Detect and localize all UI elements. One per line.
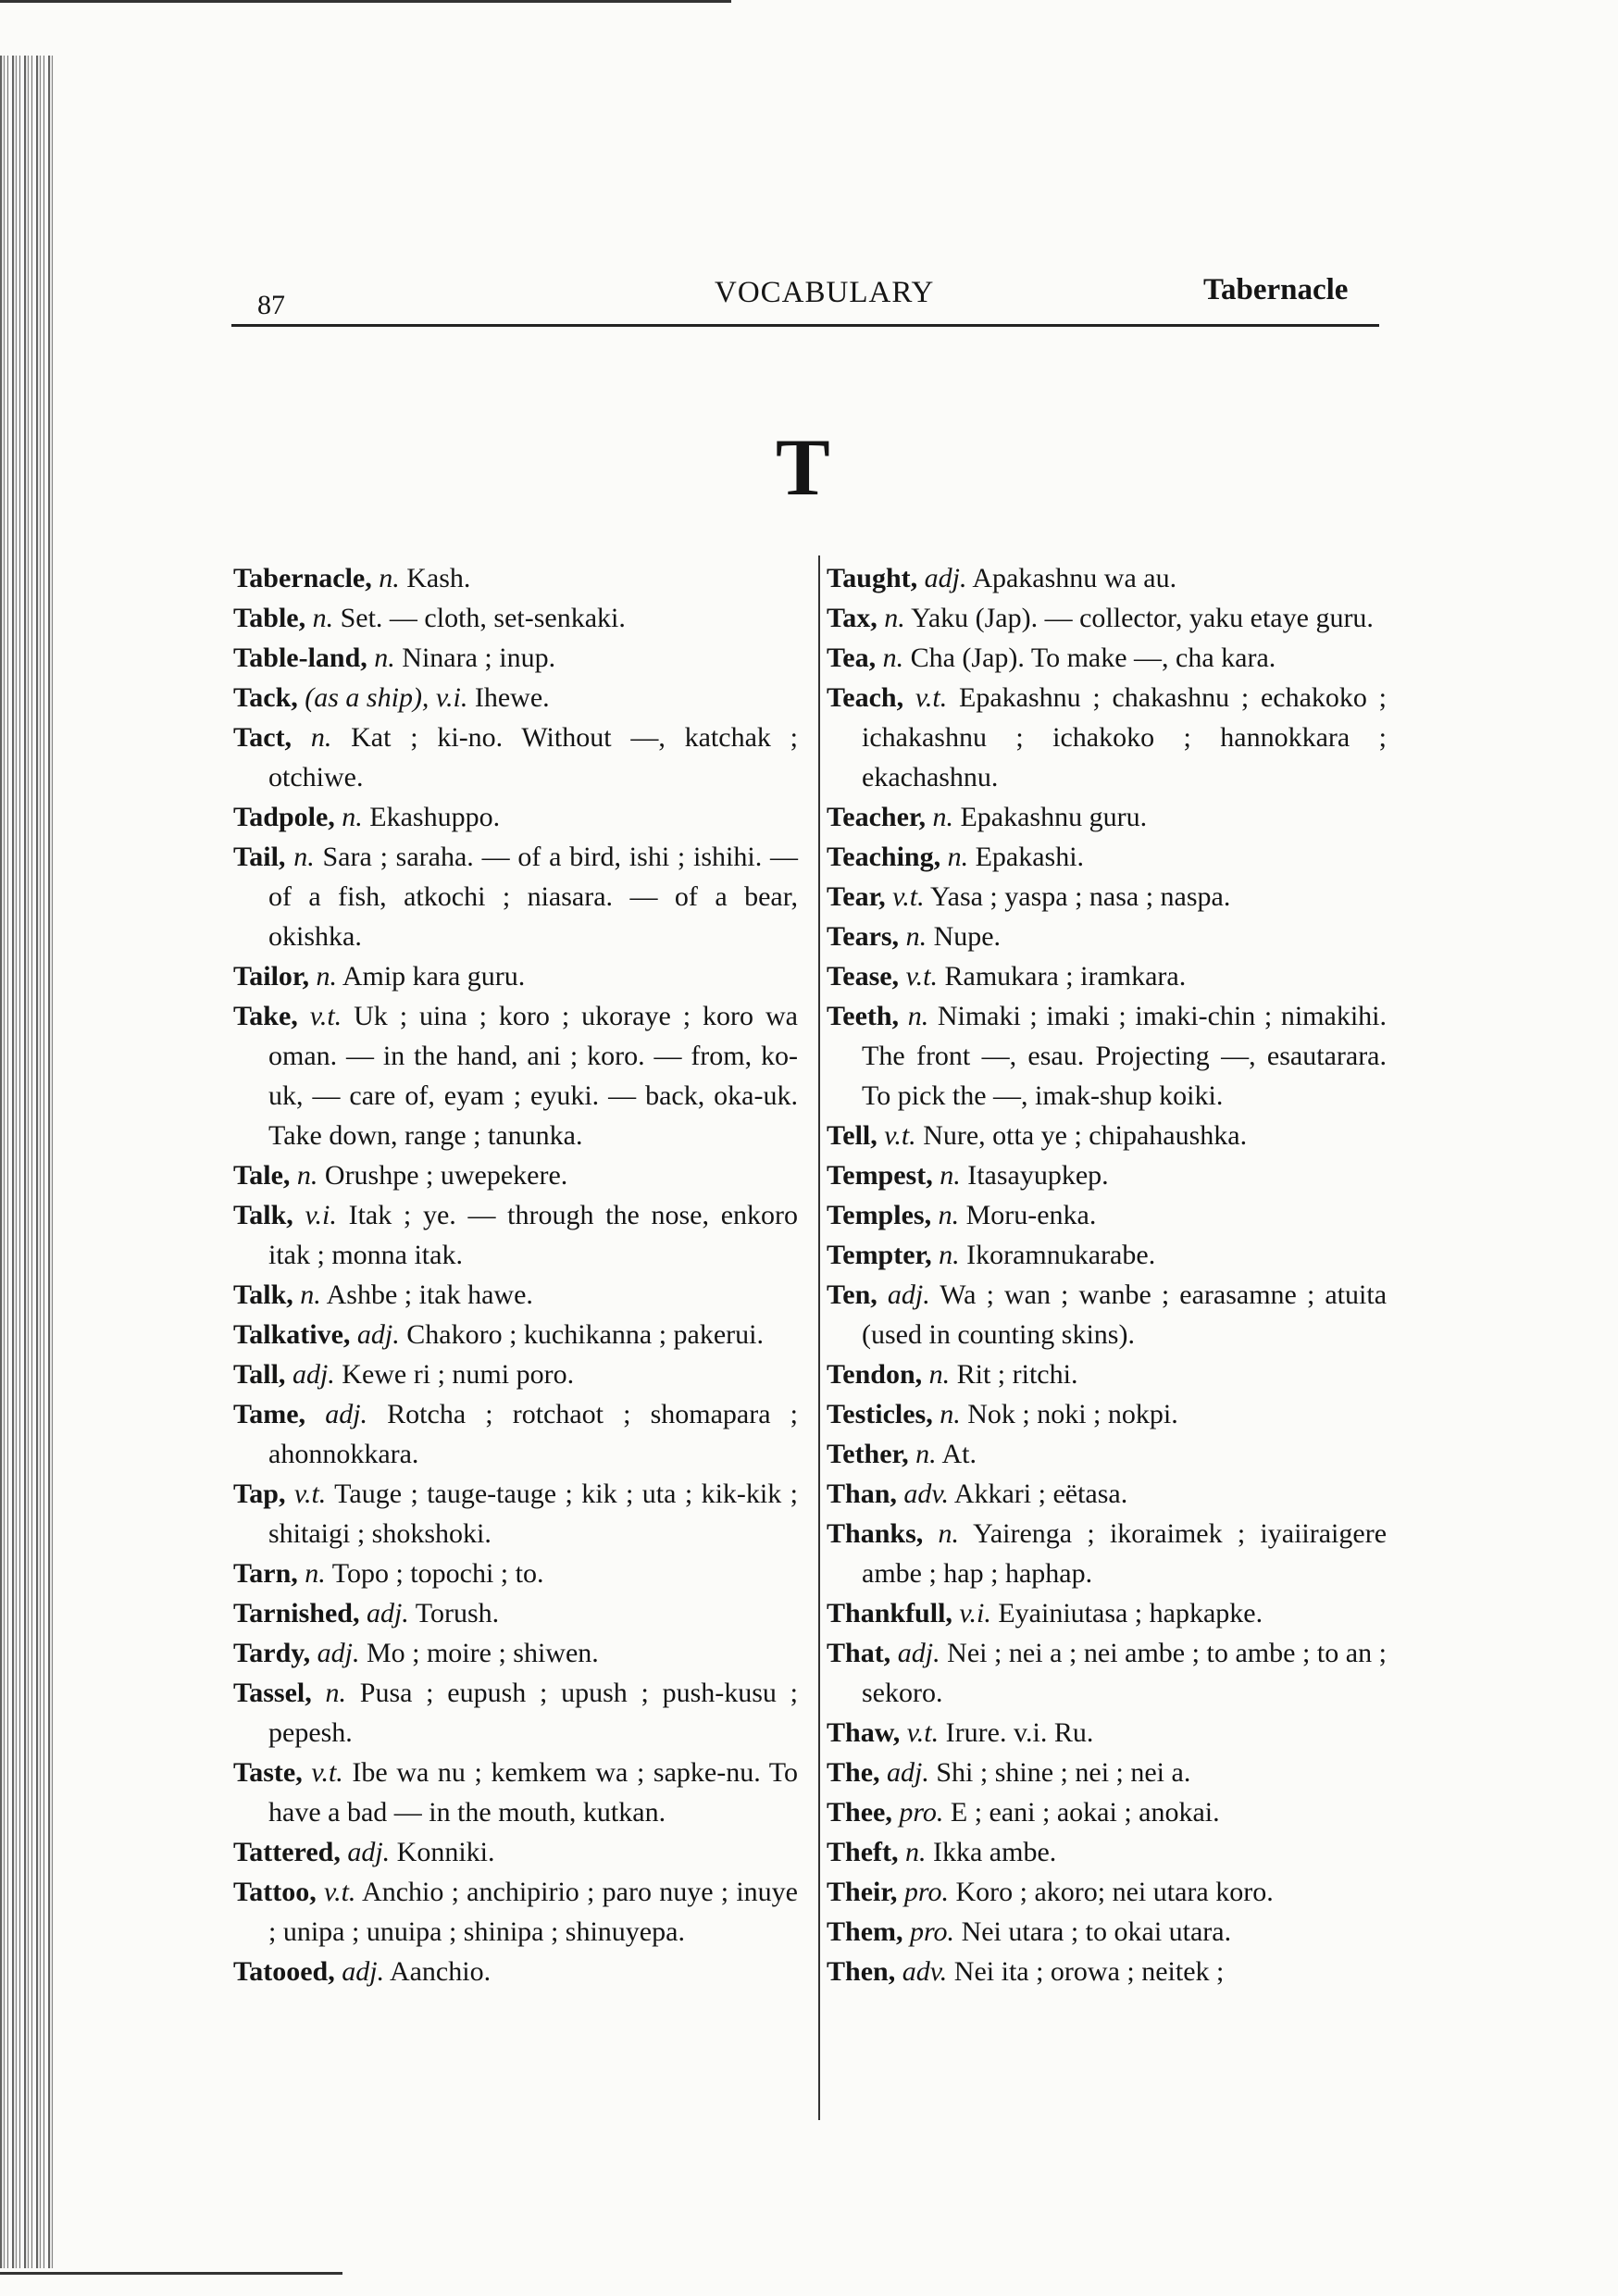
entry-headword: Tease, [827,961,900,992]
entry-definition: Ekashuppo. [362,802,501,832]
entry-headword: Tattoo, [233,1877,317,1907]
entry-definition: Nok ; noki ; nokpi. [960,1399,1178,1429]
dictionary-entry [233,1832,798,1872]
part-of-speech: n. [899,921,927,952]
dictionary-entry [233,638,798,678]
dictionary-entry [827,598,1387,638]
entry-definition: Moru-enka. [959,1200,1097,1230]
entry-headword: Talk, [233,1279,293,1310]
dictionary-entry [827,1633,1387,1713]
entry-headword: Tattered, [233,1837,341,1867]
dictionary-entry [233,1554,798,1593]
entry-headword: Their, [827,1877,898,1907]
entry-definition: Set. — cloth, set-senkaki. [333,603,626,633]
part-of-speech: n. [922,1359,951,1390]
part-of-speech: adv. [896,1479,949,1509]
part-of-speech: n. [305,603,334,633]
entry-definition: Ikka ambe. [926,1837,1057,1867]
entry-headword: Taste, [233,1757,303,1788]
entry-definition: Itasayupkep. [960,1160,1109,1191]
dictionary-entry [233,956,798,996]
entry-definition: Anchio ; anchipirio ; paro nuye ; inuye ; unipa ; unuipa ; shinipa ; shinuyepa. [268,1877,798,1947]
bottom-edge-rule [0,2272,342,2275]
part-of-speech: n. [292,722,332,753]
dictionary-entry [827,1792,1387,1832]
entry-headword: Teacher, [827,802,926,832]
entry-definition: Epakashnu ; chakashnu ; echakoko ; ichakashnu ; ichakoko ; hannokkara ; ekachashnu. [862,682,1387,792]
entry-definition: Chakoro ; kuchikanna ; pakerui. [399,1319,764,1350]
entry-definition: Sara ; saraha. — of a bird, ishi ; ishihi. — of a fish, atkochi ; niasara. — of a bear, okishka. [268,842,798,952]
dictionary-entry [827,1713,1387,1753]
dictionary-entry [233,1872,798,1952]
top-edge-rule [0,0,731,3]
part-of-speech: n. [899,1001,929,1031]
part-of-speech: v.t. [885,881,925,912]
entry-definition: Itak ; ye. — through the nose, enkoro itak ; monna itak. [268,1200,798,1270]
part-of-speech: adj. [359,1598,409,1628]
column-divider [818,555,820,2120]
dictionary-entry [827,1872,1387,1912]
dictionary-entry [233,718,798,797]
entry-headword: Thanks, [827,1518,924,1549]
entry-definition: Yairenga ; ikoraimek ; iyaiiraigere ambe ; hap ; haphap. [862,1518,1388,1589]
entry-definition: Nei ita ; orowa ; neitek ; [947,1956,1225,1987]
entry-definition: Uk ; uina ; koro ; ukoraye ; koro wa oman. — in the hand, ani ; koro. — from, ko-uk, — care of, eyam ; eyuki. — back, oka-uk. Take down, range ; tanunka. [268,1001,798,1151]
entry-definition: Mo ; moire ; shiwen. [359,1638,599,1668]
part-of-speech: v.t. [903,682,948,713]
part-of-speech: n. [367,643,395,673]
entry-definition: Ibe wa nu ; kemkem wa ; sapke-nu. To have a bad — in the mouth, kutkan. [268,1757,798,1828]
header-rule [231,324,1379,327]
entry-definition: At. [936,1439,977,1469]
entry-definition: Koro ; akoro; nei utara koro. [948,1877,1274,1907]
entry-headword: Teeth, [827,1001,900,1031]
part-of-speech: v.t. [877,1120,916,1151]
page-number: 87 [257,290,285,320]
entry-headword: Tale, [233,1160,291,1191]
entry-definition: Wa ; wan ; wanbe ; earasamne ; atuita (used in counting skins). [862,1279,1388,1350]
part-of-speech: n. [309,961,337,992]
entry-headword: Tatooed, [233,1956,335,1987]
entry-headword: Tax, [827,603,877,633]
part-of-speech: adj. [890,1638,940,1668]
right-column [827,558,1387,1991]
entry-definition: Rit ; ritchi. [950,1359,1078,1390]
dictionary-entry [827,1434,1387,1474]
entry-headword: Teaching, [827,842,941,872]
part-of-speech: adj. [879,1757,929,1788]
entry-definition: Yasa ; yaspa ; nasa ; naspa. [924,881,1231,912]
dictionary-entry [827,678,1387,797]
part-of-speech: n. [371,563,400,593]
entry-definition: Nupe. [927,921,1002,952]
entry-definition: Ashbe ; itak hawe. [320,1279,533,1310]
part-of-speech: n. [908,1439,937,1469]
part-of-speech: adj. [305,1399,368,1429]
dictionary-entry [827,797,1387,837]
dictionary-entry [827,1235,1387,1275]
dictionary-entry [233,1753,798,1832]
dictionary-entry [827,638,1387,678]
dictionary-entry [233,1354,798,1394]
entry-headword: Theft, [827,1837,899,1867]
dictionary-entry [827,1354,1387,1394]
entry-headword: Thaw, [827,1717,901,1748]
part-of-speech: n. [292,1279,321,1310]
part-of-speech: n. [932,1399,961,1429]
entry-definition: Aanchio. [384,1956,492,1987]
dictionary-entry [827,917,1387,956]
entry-headword: Thee, [827,1797,892,1828]
entry-definition: Nei utara ; to okai utara. [954,1916,1232,1947]
running-title: VOCABULARY [715,276,935,309]
part-of-speech: n. [877,603,905,633]
part-of-speech: v.t. [285,1479,327,1509]
entry-headword: Tadpole, [233,802,335,832]
entry-headword: Then, [827,1956,896,1987]
entry-headword: Tea, [827,643,877,673]
dictionary-entry [827,1753,1387,1792]
dictionary-entry [233,1275,798,1315]
entry-headword: Ten, [827,1279,877,1310]
entry-headword: Talk, [233,1200,293,1230]
entry-headword: Tassel, [233,1678,312,1708]
dictionary-entry [233,1633,798,1673]
entry-headword: Table-land, [233,643,367,673]
part-of-speech: n. [940,842,969,872]
entry-headword: Tendon, [827,1359,923,1390]
part-of-speech: v.t. [899,961,938,992]
part-of-speech: v.i. [952,1598,991,1628]
entry-definition: E ; eani ; aokai ; anokai. [943,1797,1220,1828]
entry-definition: Irure. v.i. Ru. [939,1717,1094,1748]
entry-headword: Tear, [827,881,886,912]
entry-definition: Cha (Jap). To make —, cha kara. [903,643,1276,673]
dictionary-entry [233,1155,798,1195]
dictionary-entry [827,1912,1387,1952]
entry-headword: Tardy, [233,1638,311,1668]
entry-headword: Tail, [233,842,286,872]
entry-definition: Epakashi. [968,842,1085,872]
dictionary-entry [827,558,1387,598]
entry-headword: Than, [827,1479,897,1509]
part-of-speech: adj. [310,1638,360,1668]
part-of-speech: n. [334,802,363,832]
dictionary-entry [827,1275,1387,1354]
part-of-speech: pro. [902,1916,955,1947]
entry-definition: Apakashnu wa au. [966,563,1177,593]
entry-definition: Kewe ri ; numi poro. [334,1359,575,1390]
part-of-speech: n. [297,1558,326,1589]
entry-headword: Table, [233,603,306,633]
left-column [233,558,798,1991]
dictionary-entry [233,1315,798,1354]
entry-headword: Tailor, [233,961,309,992]
entry-definition: Kash. [399,563,471,593]
entry-headword: Tell, [827,1120,877,1151]
dictionary-entry [827,1514,1387,1593]
dictionary-entry [827,1394,1387,1434]
section-letter: T [776,423,830,513]
dictionary-entry [827,1474,1387,1514]
dictionary-entry [233,837,798,956]
entry-definition: Yaku (Jap). — collector, yaku etaye guru. [904,603,1374,633]
entry-headword: Tempest, [827,1160,933,1191]
dictionary-entry [233,558,798,598]
entry-headword: Teach, [827,682,904,713]
dictionary-entry [233,1195,798,1275]
entry-headword: Tarnished, [233,1598,360,1628]
entry-definition: Nimaki ; imaki ; imaki-chin ; nimakihi. The front —, esau. Projecting —, esautarara. To pick the —, imak-shup koiki. [862,1001,1387,1111]
part-of-speech: adj. [340,1837,391,1867]
entry-headword: Temples, [827,1200,932,1230]
entry-headword: Tears, [827,921,900,952]
part-of-speech: (as a ship), v.i. [297,682,468,713]
entry-headword: Taught, [827,563,918,593]
guide-word: Tabernacle [1203,273,1349,306]
dictionary-entry [233,797,798,837]
dictionary-entry [233,1673,798,1753]
part-of-speech: v.i. [292,1200,337,1230]
part-of-speech: v.t. [316,1877,356,1907]
dictionary-entry [827,1593,1387,1633]
part-of-speech: v.t. [900,1717,940,1748]
part-of-speech: v.t. [297,1001,342,1031]
part-of-speech: n. [923,1518,960,1549]
entry-headword: That, [827,1638,891,1668]
dictionary-entry [827,1832,1387,1872]
part-of-speech: n. [876,643,904,673]
entry-definition: Konniki. [390,1837,495,1867]
entry-headword: Thankfull, [827,1598,952,1628]
entry-definition: Pusa ; eupush ; upush ; push-kusu ; pepesh. [268,1678,798,1748]
part-of-speech: pro. [897,1877,949,1907]
part-of-speech: n. [290,1160,318,1191]
part-of-speech: n. [931,1200,960,1230]
entry-definition: Kat ; ki-no. Without —, katchak ; otchiwe. [268,722,799,792]
part-of-speech: n. [925,802,953,832]
entry-definition: Nure, otta ye ; chipahaushka. [915,1120,1248,1151]
entry-definition: Ikoramnukarabe. [959,1240,1156,1270]
entry-definition: Ninara ; inup. [394,643,556,673]
entry-headword: Testicles, [827,1399,933,1429]
entry-definition: Ihewe. [467,682,550,713]
entry-headword: Tarn, [233,1558,298,1589]
entry-definition: Rotcha ; rotchaot ; shomapara ; ahonnokkara. [268,1399,798,1469]
part-of-speech: v.t. [302,1757,343,1788]
entry-headword: Tempter, [827,1240,932,1270]
dictionary-entry [233,1952,798,1991]
entry-headword: Talkative, [233,1319,351,1350]
entry-definition: Topo ; topochi ; to. [325,1558,544,1589]
part-of-speech: adj. [877,1279,930,1310]
entry-headword: Tether, [827,1439,909,1469]
entry-definition: Akkari ; eëtasa. [948,1479,1128,1509]
dictionary-entry [233,1394,798,1474]
dictionary-entry [827,1116,1387,1155]
entry-headword: The, [827,1757,880,1788]
entry-definition: Shi ; shine ; nei ; nei a. [928,1757,1191,1788]
dictionary-entry [827,837,1387,877]
entry-definition: Tauge ; tauge-tauge ; kik ; uta ; kik-kik ; shitaigi ; shokshoki. [268,1479,798,1549]
entry-definition: Epakashnu guru. [952,802,1148,832]
entry-definition: Torush. [408,1598,500,1628]
entry-headword: Tame, [233,1399,306,1429]
dictionary-entry [827,956,1387,996]
part-of-speech: adv. [895,1956,948,1987]
entry-headword: Tact, [233,722,292,753]
part-of-speech: n. [932,1160,961,1191]
entry-headword: Tap, [233,1479,286,1509]
part-of-speech: adj. [334,1956,385,1987]
entry-definition: Eyainiutasa ; hapkapke. [990,1598,1263,1628]
dictionary-entry [827,1952,1387,1991]
part-of-speech: adj. [285,1359,335,1390]
dictionary-entry [233,598,798,638]
part-of-speech: n. [931,1240,960,1270]
dictionary-entry [827,1155,1387,1195]
part-of-speech: n. [898,1837,927,1867]
part-of-speech: pro. [891,1797,944,1828]
dictionary-entry [233,996,798,1155]
entry-headword: Them, [827,1916,903,1947]
dictionary-entry [233,1474,798,1554]
dictionary-entry [233,678,798,718]
entry-headword: Take, [233,1001,298,1031]
part-of-speech: n. [311,1678,347,1708]
part-of-speech: adj. [350,1319,400,1350]
dictionary-entry [233,1593,798,1633]
part-of-speech: adj. [917,563,967,593]
entry-definition: Amip kara guru. [337,961,526,992]
dictionary-entry [827,1195,1387,1235]
dictionary-entry [827,996,1387,1116]
part-of-speech: n. [285,842,315,872]
entry-headword: Tack, [233,682,298,713]
entry-headword: Tabernacle, [233,563,372,593]
entry-definition: Orushpe ; uwepekere. [317,1160,568,1191]
entry-definition: Nei ; nei a ; nei ambe ; to ambe ; to an ; sekoro. [862,1638,1387,1708]
entry-definition: Ramukara ; iramkara. [938,961,1187,992]
entry-headword: Tall, [233,1359,286,1390]
book-binding-edge [0,56,54,2268]
dictionary-entry [827,877,1387,917]
